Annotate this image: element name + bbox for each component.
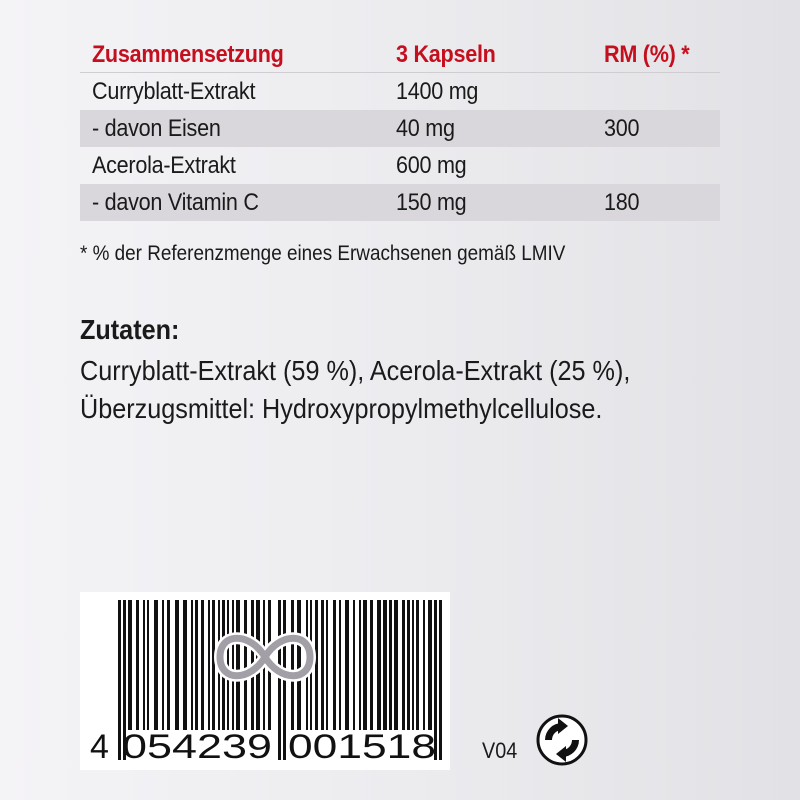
barcode-bar bbox=[394, 600, 398, 730]
row-amount: 600 mg bbox=[396, 152, 467, 179]
barcode-bar bbox=[183, 600, 187, 730]
barcode-bar bbox=[162, 600, 164, 730]
barcode-digits-left: 054239 bbox=[122, 728, 272, 766]
barcode-bar bbox=[315, 600, 318, 730]
barcode-bar bbox=[326, 600, 328, 730]
barcode-bar bbox=[291, 600, 294, 730]
barcode-bar bbox=[167, 600, 170, 730]
table-row bbox=[80, 73, 720, 110]
row-name: Curryblatt-Extrakt bbox=[92, 78, 256, 105]
barcode-bar bbox=[428, 600, 432, 730]
barcode-bar bbox=[136, 600, 139, 730]
row-name: - davon Eisen bbox=[92, 115, 221, 142]
barcode-bar bbox=[333, 600, 336, 730]
table-row bbox=[80, 110, 720, 147]
barcode-bar bbox=[389, 600, 392, 730]
ingredients-title: Zutaten: bbox=[80, 314, 180, 345]
ean-barcode bbox=[80, 592, 450, 770]
row-amount: 150 mg bbox=[396, 189, 467, 216]
barcode-bar bbox=[201, 600, 204, 730]
header-composition: Zusammensetzung bbox=[92, 41, 284, 68]
barcode-bar bbox=[423, 600, 425, 730]
barcode-bar bbox=[345, 600, 349, 730]
barcode-bar bbox=[278, 600, 281, 760]
barcode-digit-first: 4 bbox=[90, 728, 109, 766]
barcode-bar bbox=[154, 600, 158, 730]
barcode-bar bbox=[353, 600, 355, 730]
barcode-bar bbox=[416, 600, 419, 730]
barcode-bar bbox=[439, 600, 442, 760]
barcode-digits-right: 001518 bbox=[288, 728, 436, 766]
table-row bbox=[80, 184, 720, 221]
barcode-bar bbox=[195, 600, 198, 730]
barcode-bar bbox=[321, 600, 324, 730]
ingredients-text bbox=[80, 352, 630, 428]
barcode-bar bbox=[175, 600, 179, 730]
row-percent: 180 bbox=[604, 189, 640, 216]
barcode-bar bbox=[383, 600, 387, 730]
row-name: - davon Vitamin C bbox=[92, 189, 259, 216]
barcode-bar bbox=[191, 600, 193, 730]
row-percent: 300 bbox=[604, 115, 640, 142]
barcode-bar bbox=[143, 600, 145, 730]
row-amount: 1400 mg bbox=[396, 78, 479, 105]
barcode-bar bbox=[339, 600, 341, 730]
barcode-bar bbox=[407, 600, 410, 730]
barcode-bar bbox=[236, 600, 240, 730]
table-header-row bbox=[80, 36, 720, 73]
composition-table bbox=[80, 36, 720, 221]
barcode-bar bbox=[370, 600, 373, 730]
row-name: Acerola-Extrakt bbox=[92, 152, 236, 179]
barcode-bar bbox=[244, 600, 247, 730]
header-reference-intake: RM (%) * bbox=[604, 41, 690, 68]
barcode-bar bbox=[297, 600, 301, 730]
green-dot-recycling-icon bbox=[536, 714, 588, 766]
ingredients-line-2: Überzugsmittel: Hydroxypropylmethylcellulose. bbox=[80, 393, 603, 424]
barcode-bar bbox=[128, 600, 132, 730]
version-label: V04 bbox=[482, 738, 518, 763]
barcode-bar bbox=[402, 600, 405, 730]
barcode-bar bbox=[412, 600, 414, 730]
header-per-3-capsules: 3 Kapseln bbox=[396, 41, 496, 68]
row-amount: 40 mg bbox=[396, 115, 455, 142]
barcode-bar bbox=[208, 600, 210, 730]
barcode-bar bbox=[363, 600, 367, 730]
barcode-bar bbox=[147, 600, 149, 730]
table-row bbox=[80, 147, 720, 184]
barcode-bar bbox=[118, 600, 121, 760]
ingredients-line-1: Curryblatt-Extrakt (59 %), Acerola-Extrakt (25 %), bbox=[80, 355, 631, 386]
reference-intake-footnote: * % der Referenzmenge eines Erwachsenen gemäß LMIV bbox=[80, 242, 566, 265]
barcode-bar bbox=[377, 600, 381, 730]
barcode-bar bbox=[212, 600, 215, 730]
barcode-graphic bbox=[80, 592, 450, 770]
barcode-bar bbox=[359, 600, 361, 730]
barcode-bar bbox=[232, 600, 234, 730]
